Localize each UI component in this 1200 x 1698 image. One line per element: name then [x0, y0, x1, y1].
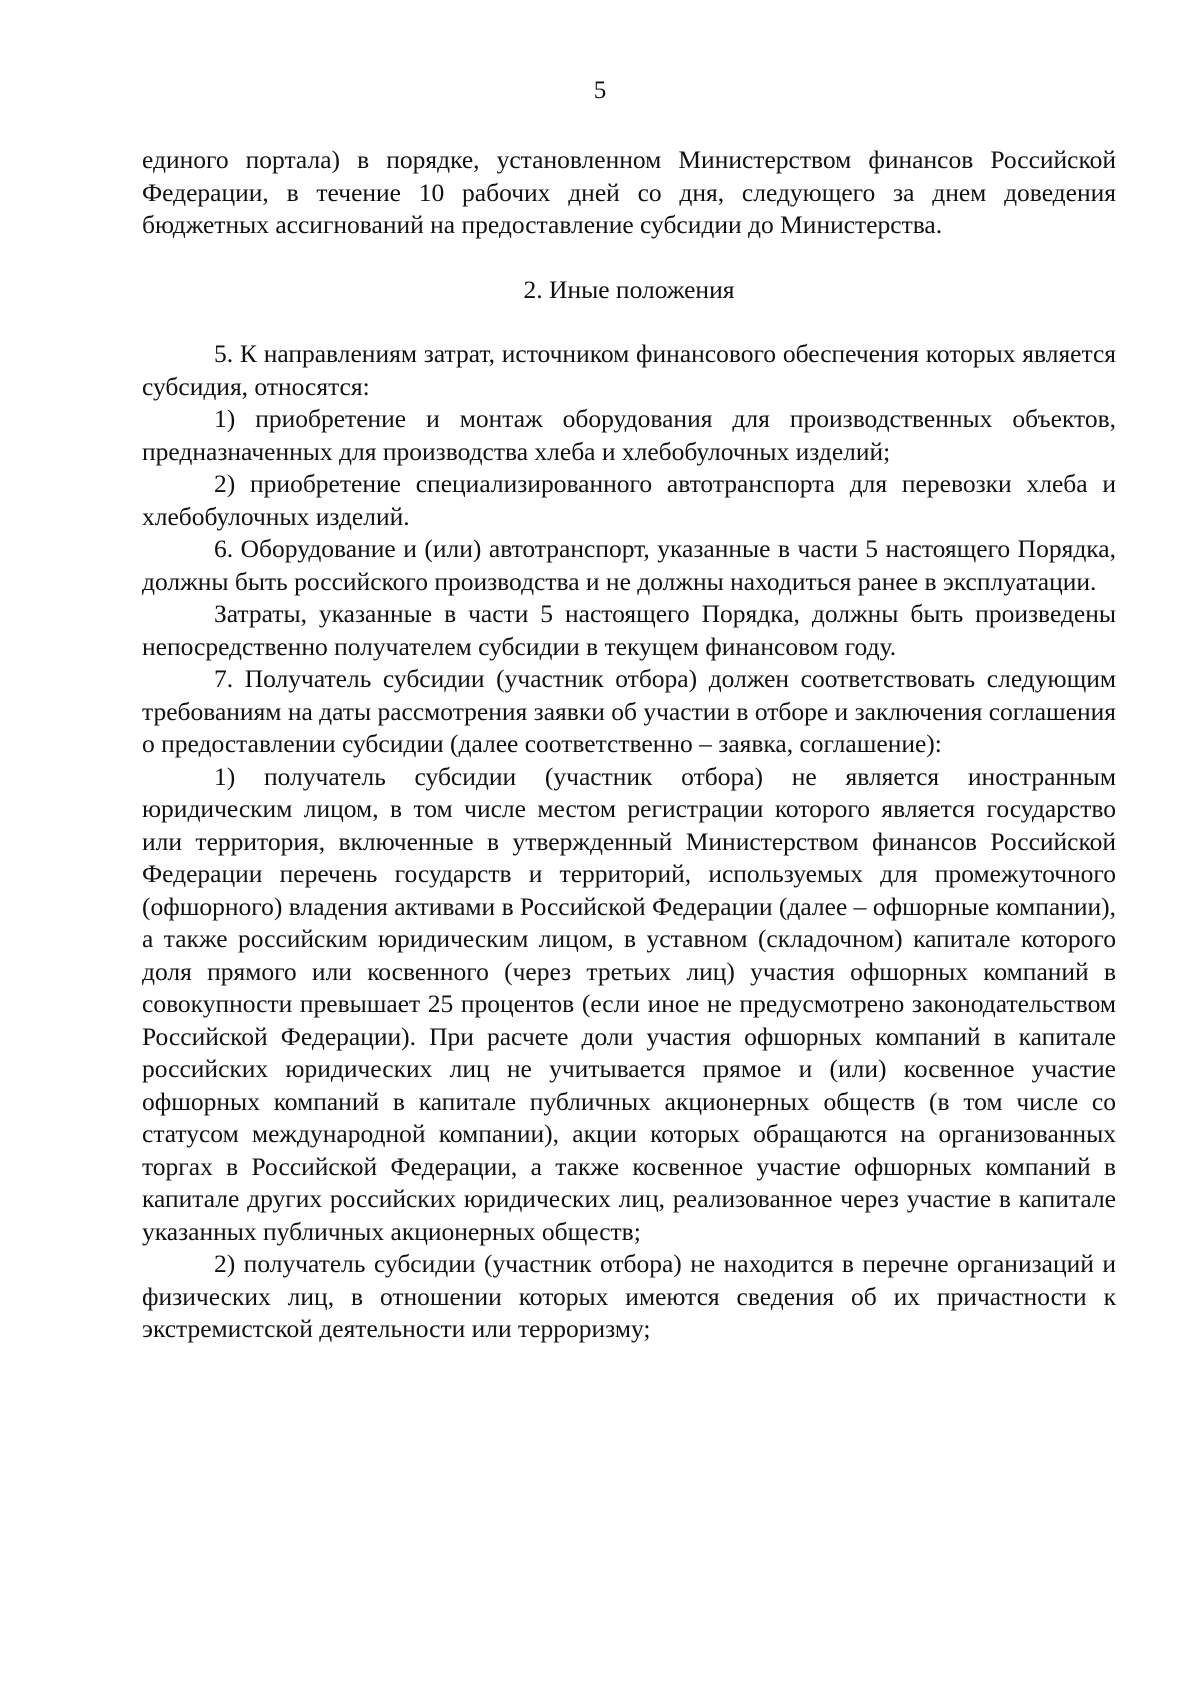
- paragraph-costs: Затраты, указанные в части 5 настоящего Порядка, должны быть произведены непосредственно получателем субсидии в текущем финансовом году.: [142, 599, 1116, 661]
- paragraph-continuation: единого портала) в порядке, установленном Министерством финансов Российской Федерации, в течение 10 рабочих дней со дня, следующего за днем доведения бюджетных ассигнований на предоставление субсидии до Министерства.: [142, 145, 1116, 239]
- subitem-7-1: 1) получатель субсидии (участник отбора) не является иностранным юридическим лицом, в том числе местом регистрации которого является государство или территория, включенные в утвержденный Министерством финансов Российской Федерации перечень государств и территорий, используемых для промежуточного (офшорного) владения активами в Российской Федерации (далее – офшорные компании), а также российским юридическим лицом, в уставном (складочном) капитале которого доля прямого или косвенного (через третьих лиц) участия офшорных компаний в совокупности превышает 25 процентов (если иное не предусмотрено законодательством Российской Федерации). При расчете доли участия офшорных компаний в капитале российских юридических лиц не учитывается прямое и (или) косвенное участие офшорных компаний в капитале публичных акционерных обществ (в том числе со статусом международной компании), акции которых обращаются на организованных торгах в Российской Федерации, а также косвенное участие офшорных компаний в капитале других российских юридических лиц, реализованное через участие в капитале указанных публичных акционерных обществ;: [142, 761, 1116, 1246]
- document-body: [142, 144, 1116, 1346]
- subitem-7-2: 2) получатель субсидии (участник отбора) не находится в перечне организаций и физических лиц, в отношении которых имеются сведения об их причастности к экстремистской деятельности или терроризму;: [142, 1249, 1116, 1343]
- subitem-5-1: 1) приобретение и монтаж оборудования для производственных объектов, предназначенных для производства хлеба и хлебобулочных изделий;: [142, 404, 1116, 466]
- subitem-5-2: 2) приобретение специализированного автотранспорта для перевозки хлеба и хлебобулочных изделий.: [142, 469, 1116, 531]
- section-heading: 2. Иные положения: [523, 274, 735, 304]
- paragraph-item-7: 7. Получатель субсидии (участник отбора) должен соответствовать следующим требованиям на даты рассмотрения заявки об участии в отборе и заключения соглашения о предоставлении субсидии (далее соответственно – заявка, соглашение):: [142, 664, 1116, 758]
- paragraph-item-5: 5. К направлениям затрат, источником финансового обеспечения которых является субсидия, относятся:: [142, 339, 1116, 401]
- paragraph-item-6: 6. Оборудование и (или) автотранспорт, указанные в части 5 настоящего Порядка, должны быть российского производства и не должны находиться ранее в эксплуатации.: [142, 534, 1116, 596]
- page-number: 5: [593, 77, 607, 104]
